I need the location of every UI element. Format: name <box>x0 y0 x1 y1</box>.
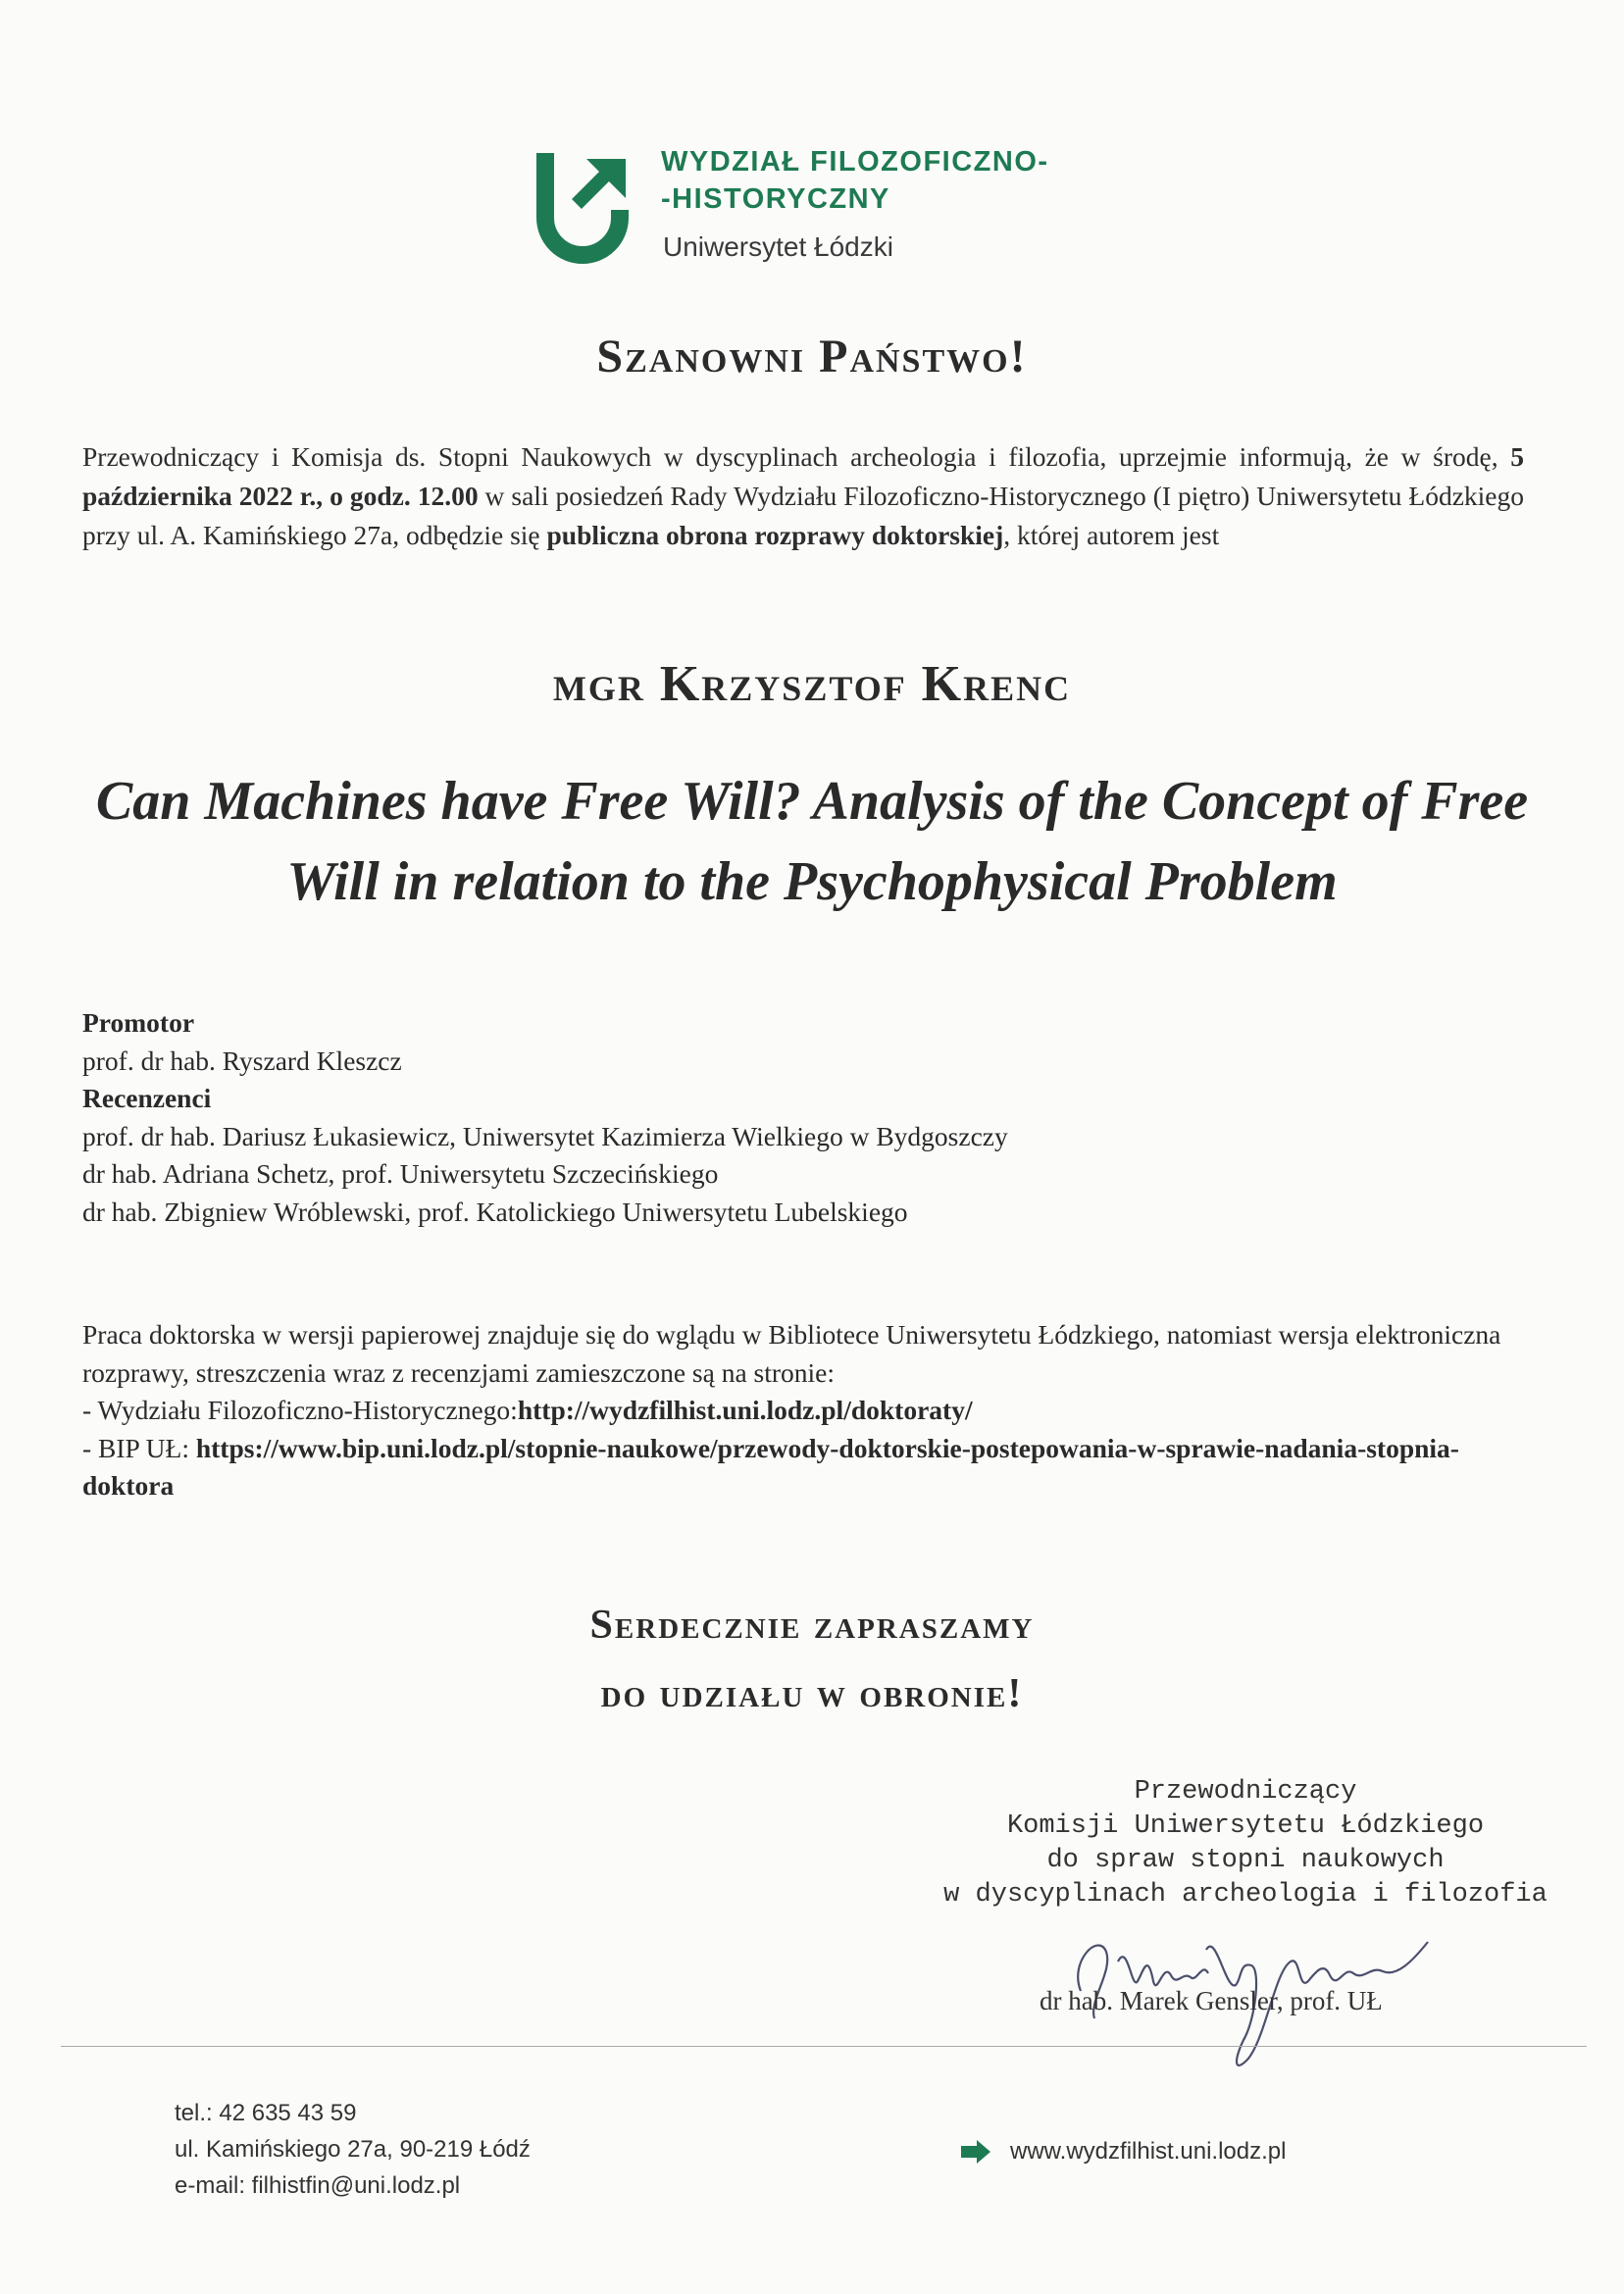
website-url: www.wydzfilhist.uni.lodz.pl <box>1010 2138 1287 2165</box>
invitation-line1: Serdecznie zapraszamy <box>589 1603 1035 1648</box>
signature-line1: Przewodniczący <box>1134 1777 1357 1807</box>
arrow-right-icon <box>959 2138 992 2166</box>
reviewer-item: dr hab. Adriana Schetz, prof. Uniwersytetu Szczecińskiego <box>82 1158 719 1189</box>
intro-text-2: w sali posiedzeń Rady Wydziału Filozoficzno-Historycznego (I piętro) Uniwersytetu Łódzkiego przy ul. A. Kamińskiego 27a, odbędzie się <box>82 481 1524 550</box>
intro-text-1: Przewodniczący i Komisja ds. Stopni Naukowych w dyscyplinach archeologia i filozofia, uprzejmie informują, że w środę, <box>82 441 1511 472</box>
availability-text: Praca doktorska w wersji papierowej znajduje się do wglądu w Bibliotece Uniwersytetu Łódzkiego, natomiast wersja elektroniczna rozprawy, streszczenia wraz z recenzjami zamieszczone są na stronie: <box>82 1319 1501 1388</box>
faculty-name <box>661 143 1049 218</box>
signer-name: dr hab. Marek Gensler, prof. UŁ <box>1040 1986 1383 2015</box>
footer-divider <box>61 2046 1587 2047</box>
intro-paragraph <box>82 437 1524 555</box>
reviewers-label: Recenzenci <box>82 1083 212 1113</box>
faculty-name-line2: -HISTORYCZNY <box>661 183 890 215</box>
footer-website[interactable] <box>959 2138 1286 2166</box>
signature-line3: do spraw stopni naukowych <box>1046 1846 1445 1875</box>
footer-address: ul. Kamińskiego 27a, 90-219 Łódź <box>175 2136 531 2163</box>
footer-phone: tel.: 42 635 43 59 <box>175 2100 357 2126</box>
committee-section <box>82 1004 1008 1231</box>
promotor-label: Promotor <box>82 1007 195 1038</box>
reviewer-item: dr hab. Zbigniew Wróblewski, prof. Katolickiego Uniwersytetu Lubelskiego <box>82 1196 908 1227</box>
faculty-doctorates-link[interactable]: http://wydzfilhist.uni.lodz.pl/doktoraty/ <box>517 1395 973 1425</box>
university-name: Uniwersytet Łódzki <box>663 231 893 262</box>
signature-line4: w dyscyplinach archeologia i filozofia <box>943 1880 1548 1910</box>
faculty-logo-icon <box>532 145 634 267</box>
bip-link-prefix: - BIP UŁ: <box>82 1432 196 1463</box>
promotor-name: prof. dr hab. Ryszard Kleszcz <box>82 1045 402 1076</box>
signature-block <box>922 1775 1569 1912</box>
availability-paragraph <box>82 1316 1534 1505</box>
bip-link[interactable]: https://www.bip.uni.lodz.pl/stopnie-naukowe/przewody-doktorskie-postepowania-w-sprawie-nadania-stopnia-doktora <box>82 1432 1459 1501</box>
signature-line2: Komisji Uniwersytetu Łódzkiego <box>1006 1811 1485 1841</box>
intro-text-3: , której autorem jest <box>1003 520 1220 550</box>
bip-link-line <box>82 1430 1534 1505</box>
faculty-name-line1: WYDZIAŁ FILOZOFICZNO- <box>661 146 1049 178</box>
footer-contact <box>175 2095 531 2204</box>
footer-email[interactable]: e-mail: filhistfin@uni.lodz.pl <box>175 2172 461 2199</box>
defense-date: 5 października 2022 r., o godz. 12.00 <box>82 441 1524 511</box>
reviewer-item: prof. dr hab. Dariusz Łukasiewicz, Uniwersytet Kazimierza Wielkiego w Bydgoszczy <box>82 1120 1008 1151</box>
defense-announcement: publiczna obrona rozprawy doktorskiej <box>546 520 1004 550</box>
author-name: mgr Krzysztof Krenc <box>552 656 1072 712</box>
faculty-link-line <box>82 1392 1534 1430</box>
invitation <box>0 1591 1624 1728</box>
invitation-line2: do udziału w obronie! <box>600 1671 1024 1716</box>
faculty-link-prefix: - Wydziału Filozoficzno-Historycznego: <box>82 1395 518 1425</box>
greeting-heading: Szanowni Państwo! <box>596 331 1028 382</box>
thesis-title: Can Machines have Free Will? Analysis of the Concept of Free Will in relation to the Psychophysical Problem <box>95 771 1529 912</box>
